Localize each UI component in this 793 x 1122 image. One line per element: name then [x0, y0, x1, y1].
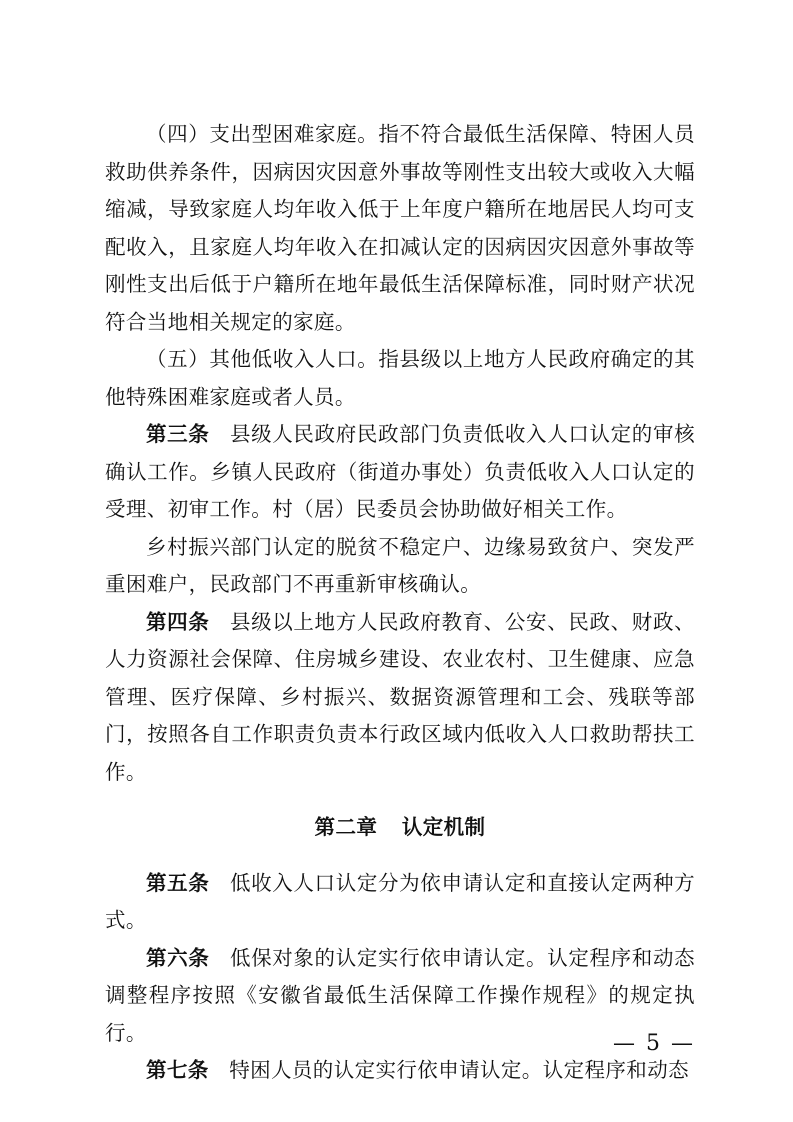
article-7 — [105, 1052, 695, 1090]
paragraph-rural-revitalization: 乡村振兴部门认定的脱贫不稳定户、边缘易致贫户、突发严重困难户，民政部门不再重新审核确认。 — [105, 534, 695, 596]
article-4-text: 县级以上地方人民政府教育、公安、民政、财政、人力资源社会保障、住房城乡建设、农业农村、卫生健康、应急管理、医疗保障、乡村振兴、数据资源管理和工会、残联等部门，按照各自工作职责负责本行政区域内低收入人口救助帮扶工作。 — [105, 609, 695, 784]
article-6-label: 第六条 — [146, 945, 210, 970]
chapter-heading — [105, 809, 695, 847]
article-5 — [105, 865, 695, 940]
article-3 — [105, 416, 695, 529]
article-6-text: 低保对象的认定实行依申请认定。认定程序和动态调整程序按照《安徽省最低生活保障工作操作规程》的规定执行。 — [105, 945, 695, 1045]
article-5-text: 低收入人口认定分为依申请认定和直接认定两种方式。 — [105, 870, 695, 932]
page-number: — 5 — — [613, 1031, 695, 1056]
article-4 — [105, 604, 695, 792]
chapter-number: 第二章 — [314, 815, 378, 839]
document-body — [105, 116, 695, 1090]
article-7-label: 第七条 — [146, 1058, 209, 1082]
article-6 — [105, 940, 695, 1053]
paragraph-other-low-income: （五）其他低收入人口。指县级以上地方人民政府确定的其他特殊困难家庭或者人员。 — [105, 347, 695, 409]
article-3-text: 县级人民政府民政部门负责低收入人口认定的审核确认工作。乡镇人民政府（街道办事处）负责低收入人口认定的受理、初审工作。村（居）民委员会协助做好相关工作。 — [105, 422, 695, 521]
article-4-label: 第四条 — [146, 609, 210, 634]
paragraph-expense-type-household: （四）支出型困难家庭。指不符合最低生活保障、特困人员救助供养条件，因病因灾因意外事故等刚性支出较大或收入大幅缩减，导致家庭人均年收入低于上年度户籍所在地居民人均可支配收入，且家庭人均年收入在扣减认定的因病因灾因意外事故等刚性支出后低于户籍所在地年最低生活保障标准，同时财产状况符合当地相关规定的家庭。 — [105, 122, 695, 334]
article-5-label: 第五条 — [146, 870, 210, 895]
article-3-label: 第三条 — [146, 422, 210, 446]
article-7-text: 特困人员的认定实行依申请认定。认定程序和动态 — [229, 1058, 690, 1082]
chapter-title: 认定机制 — [401, 815, 486, 839]
